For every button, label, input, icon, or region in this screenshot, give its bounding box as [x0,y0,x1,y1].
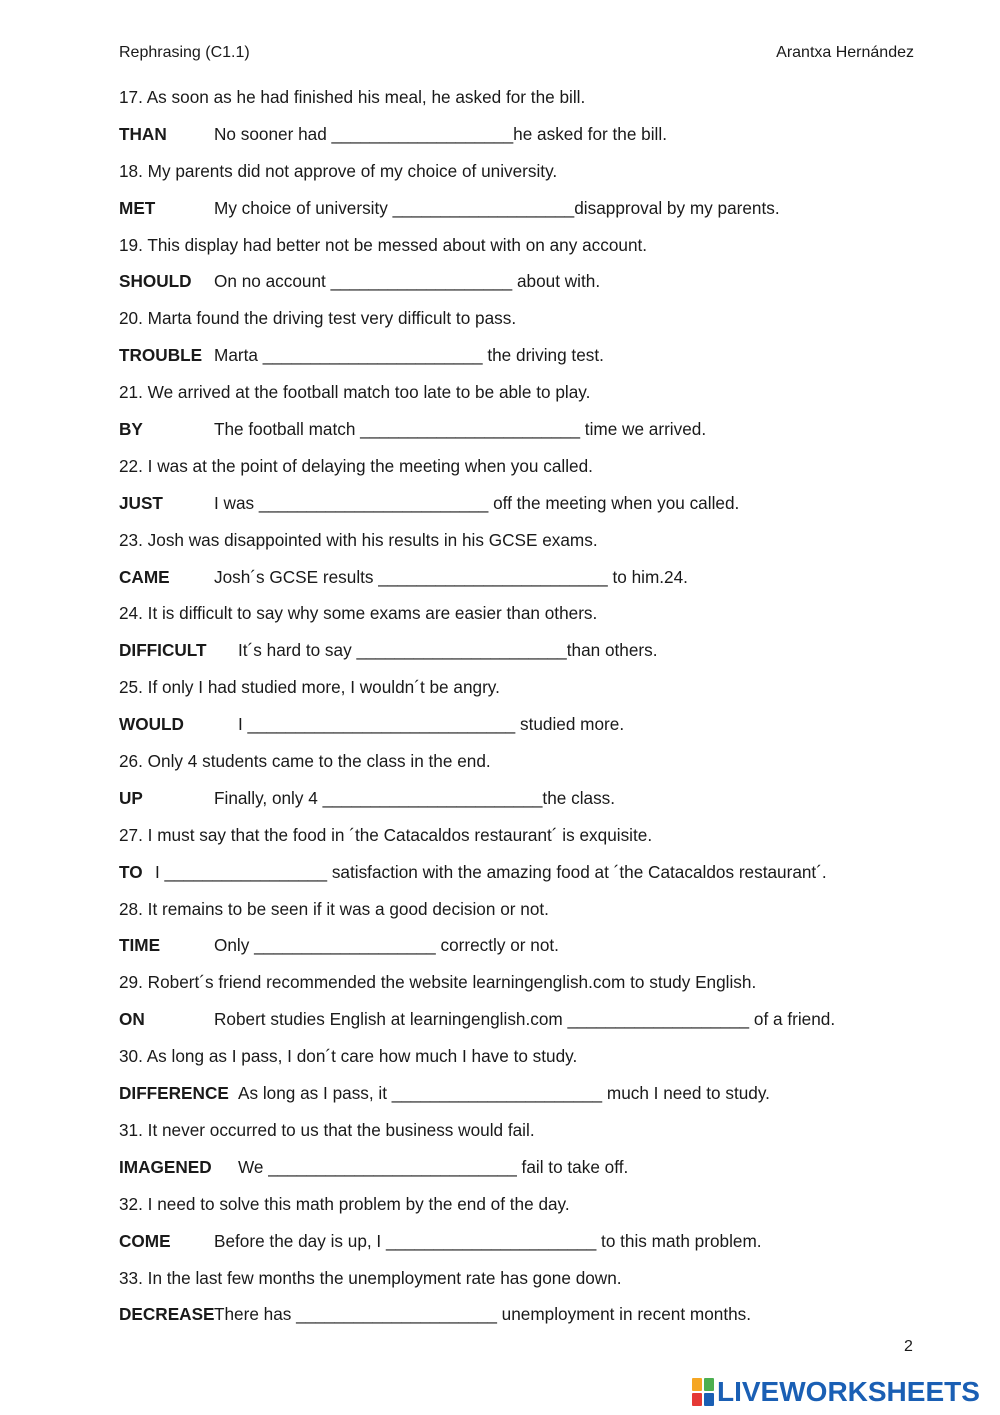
keyword-23: CAME [119,566,170,587]
answer-text-20[interactable]: Marta _______________________ the driving test. [214,345,604,366]
answer-text-21[interactable]: The football match _______________________ time we arrived. [214,419,707,440]
question-26: 26. Only 4 students came to the class in the end. [119,751,491,772]
answer-row-30 [119,1081,919,1118]
answer-text-27[interactable]: I _________________ satisfaction with the amazing food at ´the Catacaldos restaurant´. [155,861,827,882]
question-17: 17. As soon as he had finished his meal, he asked for the bill. [119,87,586,107]
question-28: 28. It remains to be seen if it was a good decision or not. [119,898,549,919]
answer-text-23[interactable]: Josh´s GCSE results ________________________ to him.24. [214,566,688,587]
answer-row-22 [119,491,919,528]
answer-row-26 [119,786,919,823]
page-number: 2 [904,1338,913,1355]
question-23: 23. Josh was disappointed with his results in his GCSE exams. [119,529,598,550]
liveworksheets-logo [692,1376,980,1408]
question-21: 21. We arrived at the football match too late to be able to play. [119,382,591,403]
question-30: 30. As long as I pass, I don´t care how much I have to study. [119,1046,578,1067]
question-22: 22. I was at the point of delaying the meeting when you called. [119,455,593,476]
answer-text-29[interactable]: Robert studies English at learningenglish.com ___________________ of a friend. [214,1009,836,1030]
answer-text-24[interactable]: It´s hard to say ______________________than others. [238,640,658,661]
answer-row-19 [119,269,919,306]
page-header [119,44,914,66]
keyword-17: THAN [119,123,167,144]
answer-row-17 [119,122,919,159]
keyword-19: SHOULD [119,271,192,292]
answer-row-32 [119,1229,919,1266]
answer-text-25[interactable]: I ____________________________ studied more. [238,714,625,735]
question-20: 20. Marta found the driving test very difficult to pass. [119,308,517,329]
keyword-22: JUST [119,492,163,513]
answer-row-28 [119,933,919,970]
keyword-21: BY [119,419,143,440]
keyword-18: MET [119,197,156,218]
keyword-28: TIME [119,935,161,956]
answer-row-20 [119,343,919,380]
answer-row-33 [119,1302,919,1339]
question-32: 32. I need to solve this math problem by the end of the day. [119,1193,570,1214]
keyword-26: UP [119,787,143,808]
answer-row-24 [119,638,919,675]
answer-row-29 [119,1007,919,1044]
keyword-20: TROUBLE [119,345,203,366]
answer-text-18[interactable]: My choice of university ___________________disapproval by my parents. [214,197,780,218]
answer-row-25 [119,712,919,749]
question-24: 24. It is difficult to say why some exams are easier than others. [119,603,598,624]
answer-row-21 [119,417,919,454]
answer-text-33[interactable]: There has _____________________ unemployment in recent months. [214,1304,752,1325]
answer-text-30[interactable]: As long as I pass, it ______________________ much I need to study. [238,1083,770,1104]
answer-row-31 [119,1155,919,1192]
question-33: 33. In the last few months the unemployment rate has gone down. [119,1267,622,1288]
keyword-33: DECREASE [119,1304,215,1325]
keyword-25: WOULD [119,714,184,735]
question-25: 25. If only I had studied more, I wouldn´t be angry. [119,677,500,698]
answer-text-28[interactable]: Only ___________________ correctly or not. [214,935,559,956]
answer-text-32[interactable]: Before the day is up, I ______________________ to this math problem. [214,1230,762,1251]
answer-row-23 [119,565,919,602]
author-name: Arantxa Hernández [776,44,914,61]
keyword-29: ON [119,1009,145,1030]
answer-text-17[interactable]: No sooner had ___________________he asked for the bill. [214,123,667,144]
exercise-list [119,85,919,1339]
question-31: 31. It never occurred to us that the business would fail. [119,1119,535,1140]
answer-text-26[interactable]: Finally, only 4 _______________________the class. [214,787,616,808]
keyword-30: DIFFERENCE [119,1083,229,1104]
question-19: 19. This display had better not be messed about with on any account. [119,234,648,255]
question-29: 29. Robert´s friend recommended the website learningenglish.com to study English. [119,972,757,993]
worksheet-title: Rephrasing (C1.1) [119,44,250,61]
answer-text-22[interactable]: I was ________________________ off the meeting when you called. [214,492,740,513]
question-18: 18. My parents did not approve of my choice of university. [119,160,558,181]
logo-text: LIVEWORKSHEETS [717,1376,980,1407]
answer-row-18 [119,196,919,233]
answer-text-19[interactable]: On no account ___________________ about with. [214,271,601,292]
answer-row-27 [119,860,919,897]
keyword-27: TO [119,861,143,882]
question-27: 27. I must say that the food in ´the Catacaldos restaurant´ is exquisite. [119,824,653,845]
keyword-31: IMAGENED [119,1156,212,1177]
logo-mark-icon [692,1378,714,1406]
answer-text-31[interactable]: We __________________________ fail to take off. [238,1156,629,1177]
keyword-32: COME [119,1230,171,1251]
keyword-24: DIFFICULT [119,640,207,661]
